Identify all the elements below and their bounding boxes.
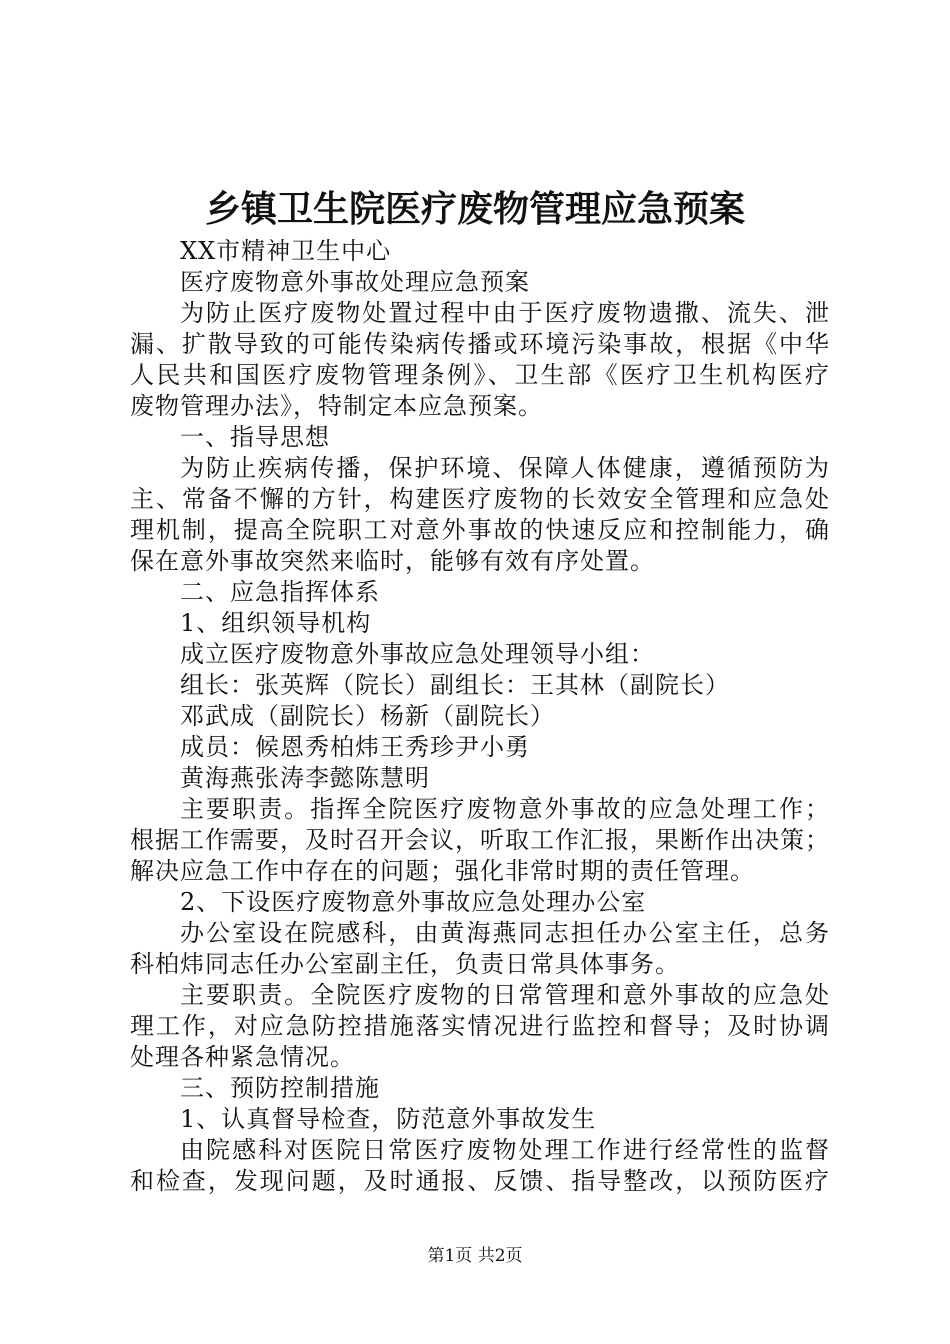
paragraph-line: 为防止疾病传播，保护环境、保障人体健康，遵循预防为 [180, 454, 830, 482]
paragraph-line: 保在意外事故突然来临时，能够有效有序处置。 [130, 547, 655, 575]
page-footer: 第1页 共2页 [427, 1246, 523, 1266]
paragraph-line: 二、应急指挥体系 [180, 578, 380, 606]
paragraph-line: 邓武成（副院长）杨新（副院长） [180, 702, 555, 730]
paragraph-line: 为防止医疗废物处置过程中由于医疗废物遗撒、流失、泄 [180, 299, 830, 327]
paragraph-line: 由院感科对医院日常医疗废物处理工作进行经常性的监督 [180, 1136, 830, 1164]
paragraph-line: 理工作，对应急防控措施落实情况进行监控和督导；及时协调 [130, 1012, 830, 1040]
paragraph-line: 理机制，提高全院职工对意外事故的快速反应和控制能力，确 [130, 516, 830, 544]
paragraph-line: 主要职责。指挥全院医疗废物意外事故的应急处理工作； [180, 795, 830, 823]
document-body [130, 236, 830, 1197]
paragraph-line: 处理各种紧急情况。 [130, 1043, 355, 1071]
paragraph-line: 黄海燕张涛李懿陈慧明 [180, 764, 430, 792]
paragraph-line: 主、常备不懈的方针，构建医疗废物的长效安全管理和应急处 [130, 485, 830, 513]
paragraph-line: 主要职责。全院医疗废物的日常管理和意外事故的应急处 [180, 981, 830, 1009]
page-title: 乡镇卫生院医疗废物管理应急预案 [204, 188, 745, 230]
paragraph-line: 1、组织领导机构 [180, 609, 372, 637]
paragraph-line: 三、预防控制措施 [180, 1074, 380, 1102]
paragraph-line: 一、指导思想 [180, 423, 330, 451]
paragraph-line: 1、认真督导检查，防范意外事故发生 [180, 1105, 597, 1133]
paragraph-line: 2、下设医疗废物意外事故应急处理办公室 [180, 888, 647, 916]
paragraph-line: 科柏炜同志任办公室副主任，负责日常具体事务。 [130, 950, 680, 978]
paragraph-line: 漏、扩散导致的可能传染病传播或环境污染事故，根据《中华 [130, 330, 830, 358]
paragraph-line: XX市精神卫生中心 [180, 237, 392, 265]
paragraph-line: 废物管理办法》，特制定本应急预案。 [130, 392, 543, 420]
paragraph-line: 办公室设在院感科，由黄海燕同志担任办公室主任，总务 [180, 919, 830, 947]
paragraph-line: 根据工作需要，及时召开会议，听取工作汇报，果断作出决策； [130, 826, 830, 854]
paragraph-line: 成员：候恩秀柏炜王秀珍尹小勇 [180, 733, 530, 761]
paragraph-line: 人民共和国医疗废物管理条例》、卫生部《医疗卫生机构医疗 [130, 361, 830, 389]
paragraph-line: 解决应急工作中存在的问题；强化非常时期的责任管理。 [130, 857, 755, 885]
paragraph-line: 组长：张英辉（院长）副组长：王其林（副院长） [180, 671, 730, 699]
paragraph-line: 和检查，发现问题，及时通报、反馈、指导整改，以预防医疗 [130, 1167, 830, 1195]
paragraph-line: 医疗废物意外事故处理应急预案 [180, 268, 530, 296]
paragraph-line: 成立医疗废物意外事故应急处理领导小组： [180, 640, 655, 668]
